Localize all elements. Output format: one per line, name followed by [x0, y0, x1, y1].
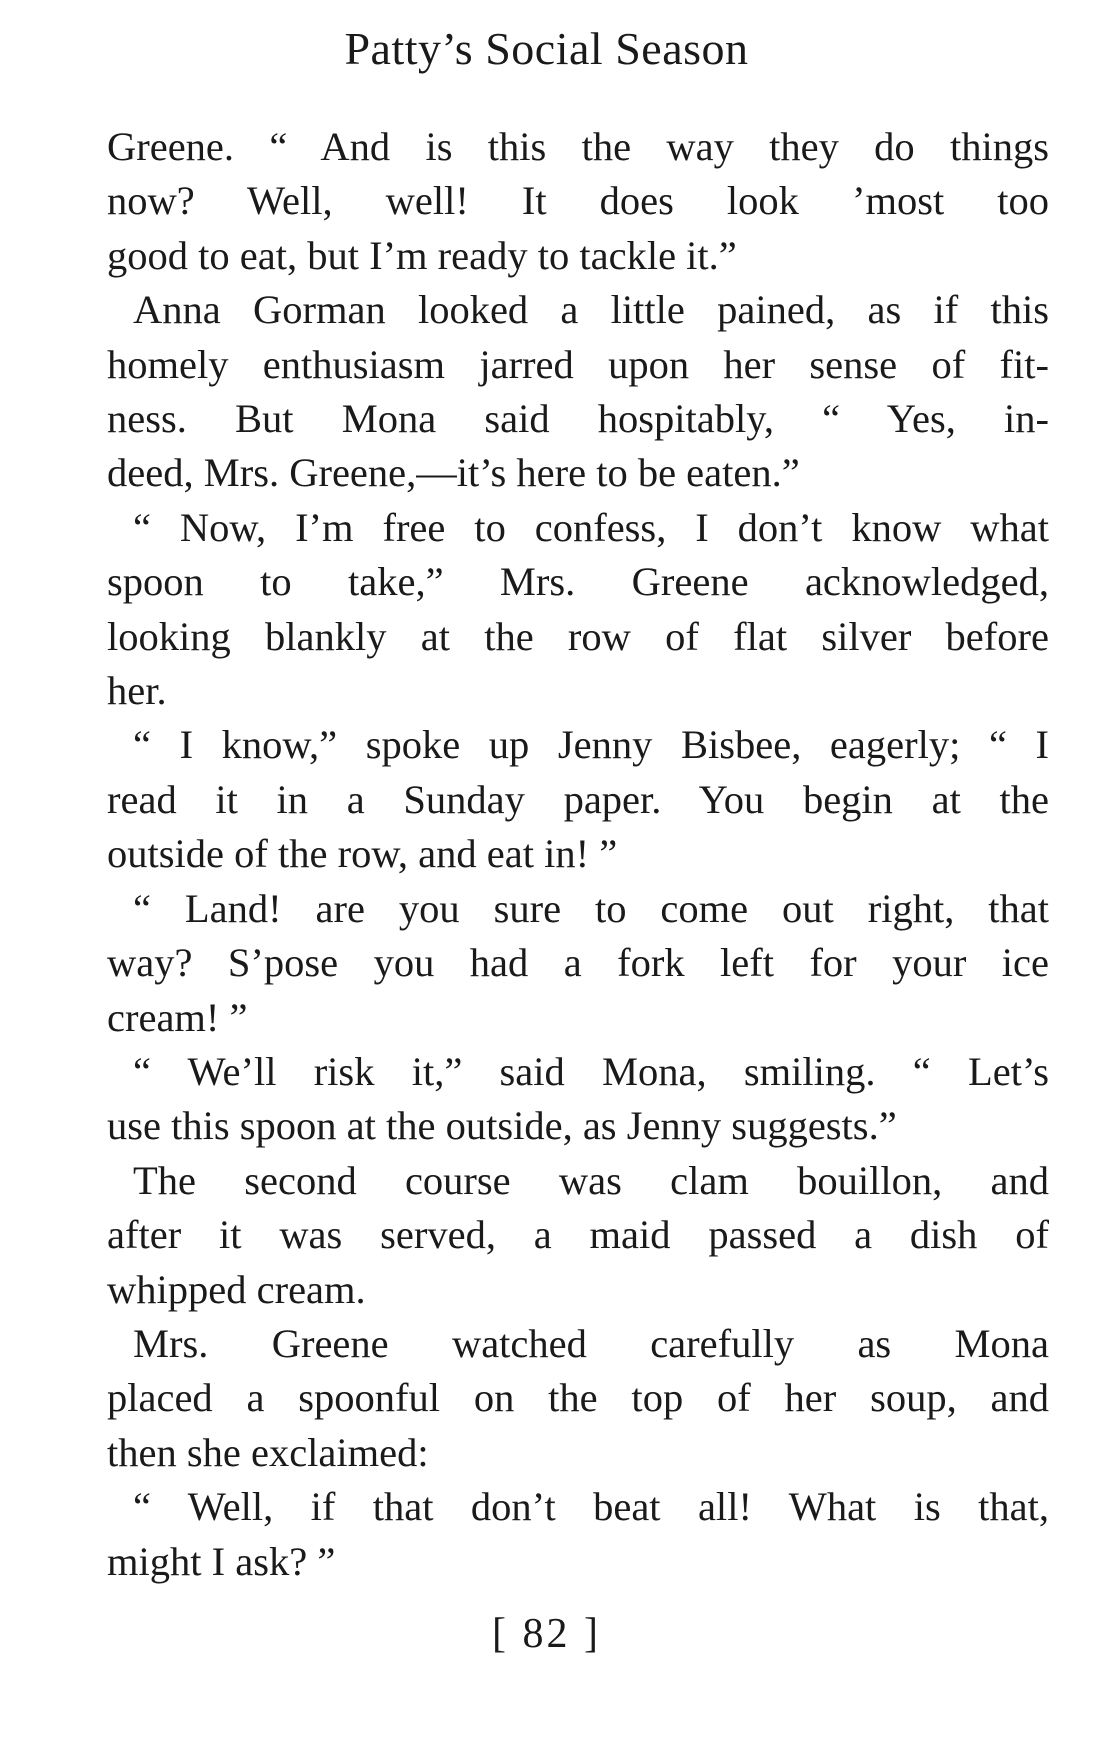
page-number: [ 82 ]	[492, 1611, 601, 1657]
text-line: Mrs. Greene watched carefully as Mona	[133, 1320, 1049, 1366]
text-line: looking blankly at the row of flat silver before	[107, 613, 1049, 659]
text-line: homely enthusiasm jarred upon her sense of fit-	[107, 341, 1049, 387]
text-line: ness. But Mona said hospitably, “ Yes, in-	[107, 396, 1049, 442]
text-line: her.	[107, 668, 167, 714]
text-line: might I ask? ”	[107, 1538, 336, 1584]
text-line: now? Well, well! It does look ’most too	[107, 178, 1049, 224]
text-line: spoon to take,” Mrs. Greene acknowledged,	[107, 559, 1049, 605]
text-line: “ Now, I’m free to confess, I don’t know what	[133, 504, 1049, 550]
text-line: good to eat, but I’m ready to tackle it.”	[107, 232, 737, 278]
text-line: then she exclaimed:	[107, 1429, 429, 1475]
text-line: Anna Gorman looked a little pained, as if this	[133, 287, 1049, 333]
text-line: whipped cream.	[107, 1266, 366, 1312]
text-line: The second course was clam bouillon, and	[133, 1157, 1049, 1203]
text-line: use this spoon at the outside, as Jenny suggests.”	[107, 1103, 897, 1149]
body-text	[107, 120, 1049, 1589]
text-line: way? S’pose you had a fork left for your ice	[107, 940, 1049, 986]
text-line: read it in a Sunday paper. You begin at the	[107, 776, 1049, 822]
text-line: “ Land! are you sure to come out right, that	[133, 885, 1049, 931]
text-line: “ We’ll risk it,” said Mona, smiling. “ Let’s	[133, 1048, 1049, 1094]
text-line: deed, Mrs. Greene,—it’s here to be eaten.”	[107, 450, 800, 496]
text-line: outside of the row, and eat in! ”	[107, 831, 618, 877]
text-line: placed a spoonful on the top of her soup, and	[107, 1375, 1049, 1421]
text-line: “ Well, if that don’t beat all! What is that,	[133, 1484, 1049, 1530]
running-head: Patty’s Social Season	[344, 23, 749, 74]
text-line: after it was served, a maid passed a dish of	[107, 1212, 1049, 1258]
text-line: cream! ”	[107, 994, 248, 1040]
text-line: Greene. “ And is this the way they do things	[107, 124, 1049, 169]
text-line: “ I know,” spoke up Jenny Bisbee, eagerly; “ I	[133, 722, 1049, 768]
